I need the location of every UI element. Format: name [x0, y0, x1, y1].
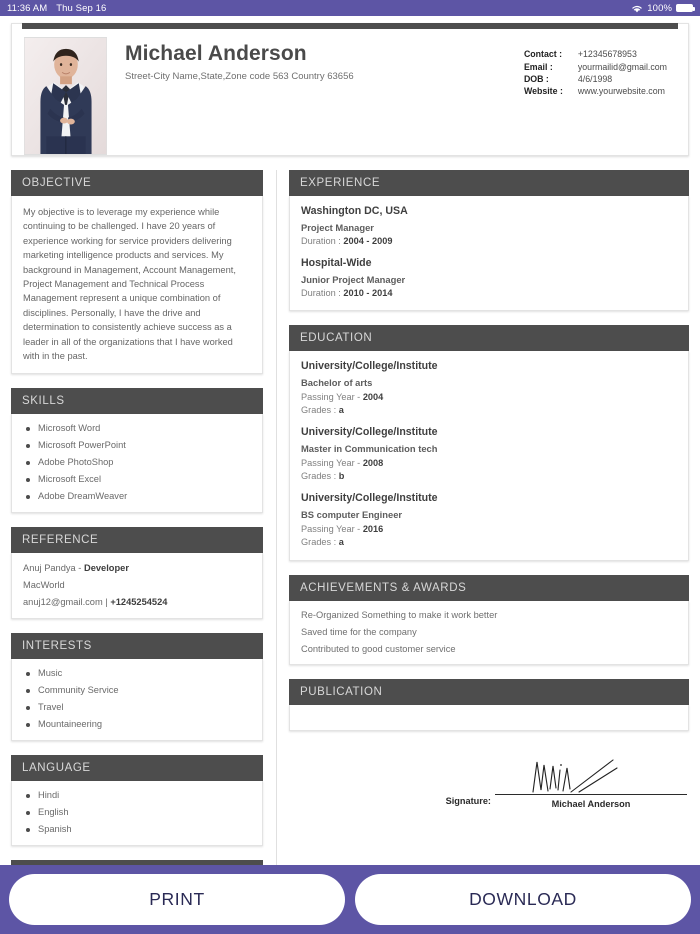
- experience-duration-value: 2004 - 2009: [343, 236, 393, 246]
- section-achievements: [289, 575, 689, 665]
- reference-person: [23, 562, 251, 575]
- status-bar-date: Thu Sep 16: [56, 2, 107, 14]
- section-title-achievements: ACHIEVEMENTS & AWARDS: [289, 575, 689, 601]
- education-passing-year: [301, 524, 677, 534]
- section-body-interests: [11, 659, 263, 741]
- resume-header-card: [11, 23, 689, 156]
- section-education: [289, 325, 689, 561]
- education-grades: [301, 537, 677, 547]
- achievement-item: Contributed to good customer service: [301, 644, 456, 654]
- experience-role: Project Manager: [301, 222, 374, 233]
- section-title-language: LANGUAGE: [11, 755, 263, 781]
- contact-row: [524, 48, 667, 60]
- identity-block: [107, 37, 524, 155]
- reference-person-name: Anuj Pandya -: [23, 563, 84, 574]
- education-degree: Master in Communication tech: [301, 443, 438, 454]
- section-title-education: EDUCATION: [289, 325, 689, 351]
- experience-duration-label: Duration :: [301, 236, 344, 246]
- column-divider: [276, 170, 277, 926]
- section-body-language: [11, 781, 263, 846]
- education-institute: University/College/Institute: [301, 360, 438, 372]
- experience-duration: [301, 288, 677, 298]
- contact-value: www.yourwebsite.com: [577, 86, 665, 97]
- education-grades-label: Grades :: [301, 537, 339, 547]
- education-grades-value: a: [338, 405, 344, 415]
- action-bar: [0, 865, 700, 934]
- section-body-experience: [289, 196, 689, 311]
- reference-email: anuj12@gmail.com |: [23, 596, 111, 607]
- header-content: [12, 24, 688, 155]
- contact-row: [524, 60, 667, 72]
- page-title: Michael Anderson: [125, 42, 307, 65]
- section-title-experience: EXPERIENCE: [289, 170, 689, 196]
- education-passing-year: [301, 458, 677, 468]
- header-accent-bar: [22, 23, 678, 29]
- signature-area: [495, 757, 687, 809]
- achievement-item: Saved time for the company: [301, 627, 417, 637]
- section-body-objective: [11, 196, 263, 374]
- signature-scribble-icon: [495, 757, 687, 794]
- education-grades-label: Grades :: [301, 471, 339, 481]
- experience-entry: [301, 205, 677, 246]
- resume-sheet: [0, 16, 700, 865]
- achievement-item: Re-Organized Something to make it work better: [301, 610, 498, 620]
- section-body-skills: [11, 414, 263, 513]
- list-item: Microsoft PowerPoint: [23, 440, 251, 450]
- education-passing-year: [301, 392, 677, 402]
- battery-percent-label: 100%: [647, 2, 672, 14]
- objective-text: My objective is to leverage my experience while continuing to be challenged. I have 20 years of experience working for service providers delivering marketing intelligence products and services. My background in Management, Account Management, Project Management and Technical Process Management represent a unique combination of disciplines. Personally, I have the drive and determination to consistently achieve success as a leader in all of the organizations that I have worked with in the past.: [23, 207, 236, 362]
- section-skills: [11, 388, 263, 513]
- skills-list: [23, 423, 251, 501]
- education-grades-value: a: [338, 537, 344, 547]
- section-experience: [289, 170, 689, 311]
- profile-photo-illustration: [25, 38, 106, 154]
- print-button[interactable]: PRINT: [9, 874, 345, 925]
- education-passing-label: Passing Year -: [301, 458, 363, 468]
- language-list: [23, 790, 251, 834]
- contact-details: [524, 37, 676, 98]
- section-reference: [11, 527, 263, 619]
- list-item: Microsoft Word: [23, 423, 251, 433]
- education-grades-value: b: [338, 471, 345, 481]
- status-bar-left: [7, 3, 106, 14]
- education-grades: [301, 471, 677, 481]
- experience-organization: Hospital-Wide: [301, 257, 372, 269]
- status-bar-time: 11:36 AM: [7, 2, 48, 14]
- education-grades-label: Grades :: [301, 405, 339, 415]
- contact-value: +12345678953: [577, 49, 637, 60]
- education-passing-value: 2004: [362, 392, 384, 402]
- section-publication: [289, 679, 689, 731]
- education-institute: University/College/Institute: [301, 492, 438, 504]
- signature-label: Signature:: [445, 796, 491, 806]
- education-passing-label: Passing Year -: [301, 524, 363, 534]
- contact-label: Contact :: [523, 49, 563, 60]
- section-body-publication: [289, 705, 689, 731]
- reference-company: MacWorld: [23, 580, 65, 591]
- section-title-interests: INTERESTS: [11, 633, 263, 659]
- right-column: [289, 170, 689, 809]
- education-degree: Bachelor of arts: [301, 377, 373, 388]
- list-item: Hindi: [23, 790, 251, 800]
- section-body-education: [289, 351, 689, 561]
- status-bar: [0, 0, 700, 16]
- section-body-achievements: [289, 601, 689, 665]
- contact-value: 4/6/1998: [577, 73, 613, 84]
- list-item: Travel: [23, 702, 251, 712]
- list-item: Adobe PhotoShop: [23, 457, 251, 467]
- experience-duration: [301, 236, 677, 246]
- education-passing-label: Passing Year -: [301, 392, 363, 402]
- address-line: Street-City Name,State,Zone code 563 Country 63656: [125, 71, 354, 83]
- section-title-skills: SKILLS: [11, 388, 263, 414]
- contact-label: Email :: [523, 61, 553, 72]
- education-entry: [301, 426, 677, 481]
- section-title-reference: REFERENCE: [11, 527, 263, 553]
- list-item: Spanish: [23, 824, 251, 834]
- education-institute: University/College/Institute: [301, 426, 438, 438]
- signature-block: [289, 757, 689, 809]
- list-item: Adobe DreamWeaver: [23, 491, 251, 501]
- contact-row: [524, 73, 667, 85]
- contact-label: Website :: [523, 86, 563, 97]
- education-passing-value: 2016: [362, 524, 384, 534]
- section-body-reference: [11, 553, 263, 619]
- contact-row: [524, 85, 667, 97]
- experience-role: Junior Project Manager: [301, 274, 406, 285]
- section-objective: [11, 170, 263, 374]
- list-item: Music: [23, 668, 251, 678]
- education-grades: [301, 405, 677, 415]
- download-button[interactable]: DOWNLOAD: [355, 874, 691, 925]
- list-item: English: [23, 807, 251, 817]
- section-language: [11, 755, 263, 846]
- wifi-icon: [631, 4, 643, 13]
- signature-name: Michael Anderson: [551, 799, 631, 809]
- status-bar-right: [631, 3, 693, 14]
- reference-contact: [23, 596, 251, 609]
- list-item: Microsoft Excel: [23, 474, 251, 484]
- education-entry: [301, 360, 677, 415]
- contact-value: yourmailid@gmail.com: [577, 61, 667, 72]
- experience-duration-label: Duration :: [301, 288, 344, 298]
- battery-icon: [676, 4, 693, 12]
- experience-duration-value: 2010 - 2014: [343, 288, 393, 298]
- experience-organization: Washington DC, USA: [301, 205, 408, 217]
- contact-label: DOB :: [523, 73, 549, 84]
- experience-entry: [301, 257, 677, 298]
- avatar: [24, 37, 107, 155]
- section-title-publication: PUBLICATION: [289, 679, 689, 705]
- reference-phone: +1245254524: [110, 596, 168, 607]
- education-degree: BS computer Engineer: [301, 509, 403, 520]
- left-column: [11, 170, 263, 926]
- reference-person-role: Developer: [83, 563, 129, 574]
- section-title-objective: OBJECTIVE: [11, 170, 263, 196]
- interests-list: [23, 668, 251, 729]
- education-entry: [301, 492, 677, 547]
- education-passing-value: 2008: [362, 458, 384, 468]
- list-item: Mountaineering: [23, 719, 251, 729]
- list-item: Community Service: [23, 685, 251, 695]
- section-interests: [11, 633, 263, 741]
- resume-columns: [11, 170, 689, 926]
